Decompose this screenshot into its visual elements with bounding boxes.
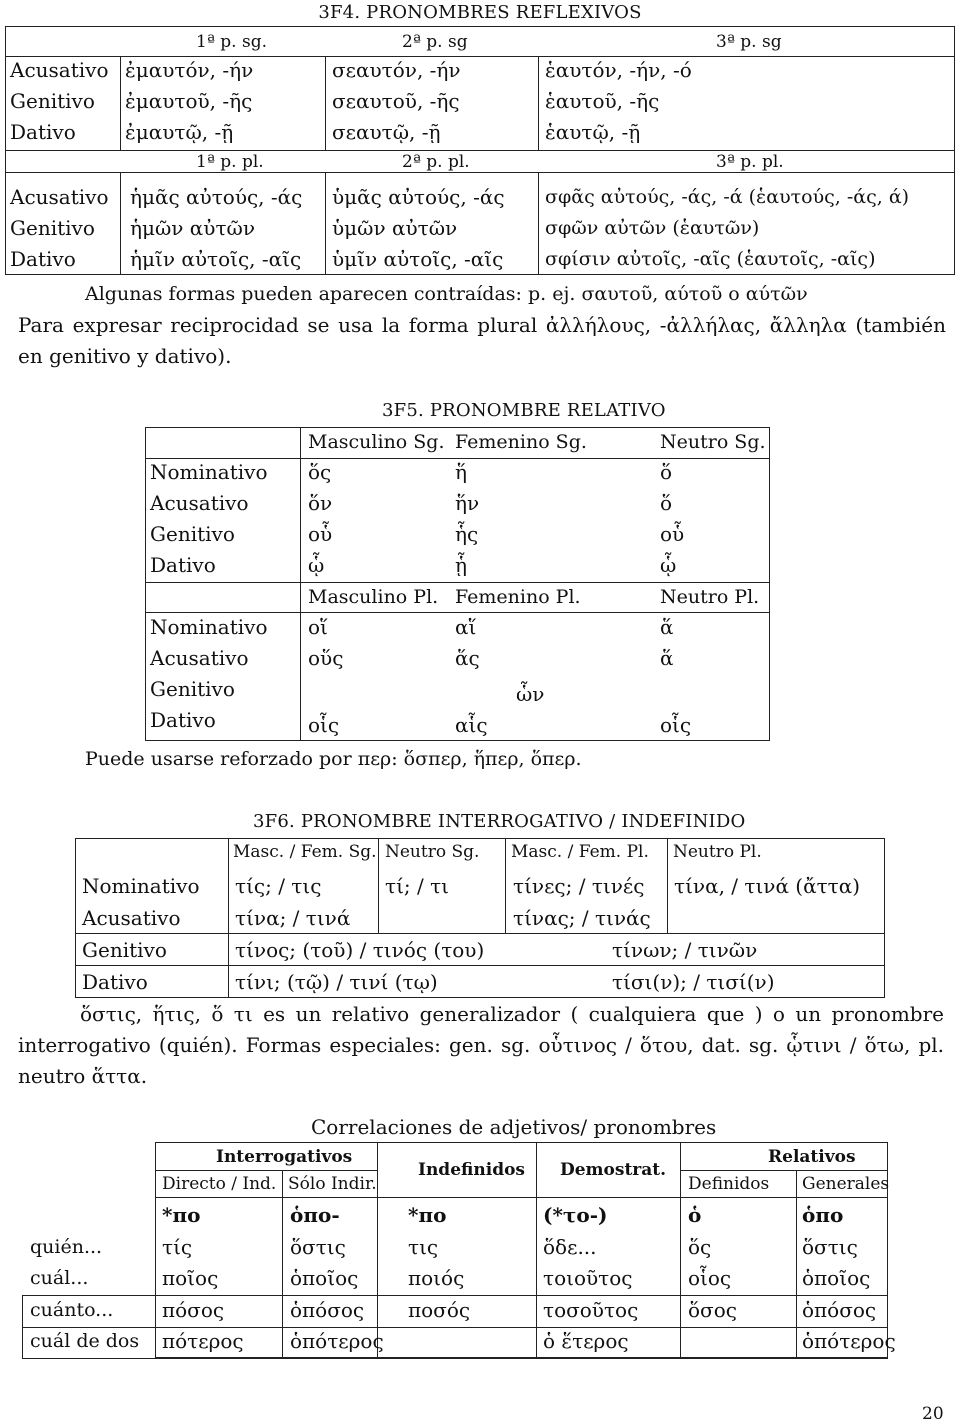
table-rule [282, 1170, 283, 1358]
case-label: Dativo [82, 970, 148, 994]
column-header: 1ª p. sg. [196, 32, 267, 52]
section-title-interrogative: 3F6. PRONOMBRE INTERROGATIVO / INDEFINIDO [253, 811, 746, 832]
table-cell: οὗ [308, 522, 333, 546]
case-label: Genitivo [150, 677, 235, 701]
table-cell: ἥ [455, 460, 467, 484]
table-cell: ὁποῖος [802, 1266, 871, 1290]
table-cell: ἐμαυτόν, -ήν [125, 58, 254, 82]
table-rule [325, 172, 326, 275]
table-rule [667, 838, 668, 933]
table-cell: σφᾶς αὐτούς, -άς, -ά (ἑαυτούς, -άς, ά) [545, 186, 910, 208]
table-cell: τίνες; / τινές [513, 874, 645, 898]
note-per-reinforcement: Puede usarse reforzado por περ: ὅσπερ, ἥπερ, ὅπερ. [85, 748, 582, 770]
table-cell: ἥν [455, 491, 480, 515]
table-cell: ὁποῖος [290, 1266, 359, 1290]
table-rule [377, 1142, 378, 1358]
table-cell: ὅστις [290, 1235, 346, 1259]
column-header: 2ª p. sg [402, 32, 468, 52]
case-label: Dativo [10, 120, 76, 144]
column-header-demonstratives: Demostrat. [560, 1160, 667, 1180]
table-cell: ὁπότερος [802, 1329, 896, 1353]
table-cell: ποῖος [162, 1266, 219, 1290]
column-header: 2ª p. pl. [402, 152, 470, 172]
table-rule [796, 1170, 797, 1358]
case-label: Acusativo [10, 58, 109, 82]
table-cell: ἅ [660, 615, 674, 639]
table-cell: ὅ [660, 460, 673, 484]
table-rule [228, 838, 229, 998]
table-cell: τίνι; (τῷ) / τινί (τῳ) [235, 970, 438, 994]
table-cell: ᾗ [455, 553, 467, 577]
stem-cell: ὁπο- [290, 1203, 340, 1227]
table-cell: τις [408, 1235, 439, 1259]
column-header: 1ª p. pl. [196, 152, 264, 172]
table-cell: ὁπότερος [290, 1329, 384, 1353]
table-cell: τίσι(ν); / τισί(ν) [612, 970, 775, 994]
table-rule [325, 56, 326, 150]
table-cell: ἑαυτῷ, -ῇ [545, 120, 641, 144]
table-cell: ὁ ἕτερος [543, 1329, 629, 1353]
table-cell: σεαυτοῦ, -ῆς [332, 89, 460, 113]
column-header: Neutro Sg. [385, 842, 480, 862]
table-rule [120, 56, 121, 150]
table-rule [22, 1358, 888, 1359]
column-header: Masc. / Fem. Sg. [233, 842, 377, 862]
column-header: 3ª p. sg [716, 32, 782, 52]
table-cell: ὁπόσος [290, 1298, 365, 1322]
table-cell: οἷς [660, 713, 692, 737]
table-cell: οἷς [308, 713, 340, 737]
table-cell: πότερος [162, 1329, 244, 1353]
table-cell: ὅδε... [543, 1235, 597, 1259]
column-header: Masculino Sg. [308, 431, 445, 453]
table-cell: τίνος; (τοῦ) / τινός (του) [235, 938, 485, 962]
table-cell: ὧν [516, 682, 545, 706]
column-header: 3ª p. pl. [716, 152, 784, 172]
case-label: Genitivo [82, 938, 167, 962]
note-contracted-forms: Algunas formas pueden aparecen contraídas: p. ej. σαυτοῦ, αύτοῦ o αύτῶν [85, 283, 808, 305]
table-cell: ὁπόσος [802, 1298, 877, 1322]
column-header: Neutro Pl. [673, 842, 762, 862]
table-rule [145, 458, 770, 459]
subheader: Sólo Indir. [288, 1174, 377, 1194]
table-rule [378, 838, 379, 933]
group-header-interrogatives: Interrogativos [216, 1147, 353, 1167]
table-cell: οὕς [308, 646, 344, 670]
column-header: Masculino Pl. [308, 586, 439, 608]
row-label: cuánto... [30, 1299, 114, 1321]
table-cell: ᾧ [660, 553, 677, 577]
case-label: Acusativo [10, 185, 109, 209]
stem-cell: ὁ [688, 1203, 702, 1227]
table-cell: σεαυτῷ, -ῇ [332, 120, 441, 144]
stem-cell: *πο [408, 1203, 447, 1227]
table-cell: οἵ [308, 615, 328, 639]
table-rule [536, 1142, 537, 1358]
row-label: quién... [30, 1236, 103, 1258]
table-cell: τίνα, / τινά (ἄττα) [674, 874, 861, 898]
table-rule [5, 172, 955, 173]
table-rule [155, 1197, 888, 1198]
column-header: Neutro Sg. [660, 431, 766, 453]
table-cell: ὅν [308, 491, 333, 515]
note-reciprocity: Para expresar reciprocidad se usa la forma plural ἀλλήλους, -ἀλλήλας, ἄλληλα (también en genitivo y dativo). [18, 313, 946, 368]
table-cell: οἷος [688, 1266, 732, 1290]
table-rule [5, 56, 955, 57]
case-label: Nominativo [150, 615, 268, 639]
case-label: Nominativo [150, 460, 268, 484]
table-cell: σφῶν αὐτῶν (ἑαυτῶν) [545, 217, 760, 239]
table-cell: ἑαυτοῦ, -ῆς [545, 89, 660, 113]
table-cell: ἅς [455, 646, 480, 670]
table-cell: ἡμῖν αὐτοῖς, -αῖς [130, 247, 302, 271]
subheader: Directo / Ind. [162, 1174, 277, 1194]
section-title-reflexive: 3F4. PRONOMBRES REFLEXIVOS [318, 2, 642, 23]
table-cell: τίνας; / τινάς [513, 906, 651, 930]
subheader: Generales [802, 1174, 890, 1194]
table-rule [75, 965, 885, 966]
table-rule [680, 1142, 681, 1358]
case-label: Dativo [10, 247, 76, 271]
case-label: Acusativo [150, 646, 249, 670]
table-cell: ὅ [660, 491, 673, 515]
table-rule [145, 582, 770, 583]
table-rule [680, 1170, 888, 1171]
page-number: 20 [922, 1404, 944, 1424]
table-cell: ἧς [455, 522, 479, 546]
case-label: Genitivo [10, 216, 95, 240]
table-cell: αἷς [455, 713, 488, 737]
table-cell: τοιοῦτος [543, 1266, 633, 1290]
table-cell: οὗ [660, 522, 685, 546]
table-cell: ἐμαυτοῦ, -ῆς [125, 89, 253, 113]
case-label: Acusativo [82, 906, 181, 930]
table-rule [538, 172, 539, 275]
stem-cell: *πο [162, 1203, 201, 1227]
table-cell: ἑαυτόν, -ήν, -ό [545, 58, 692, 82]
table-cell: ὅσος [688, 1298, 737, 1322]
group-header-relatives: Relativos [768, 1147, 856, 1167]
table-rule [155, 1170, 377, 1171]
column-header: Neutro Pl. [660, 586, 760, 608]
column-header-indefinites: Indefinidos [418, 1160, 525, 1180]
table-cell: ἡμᾶς αὐτούς, -άς [130, 185, 303, 209]
table-rule [22, 1295, 23, 1358]
column-header: Femenino Pl. [455, 586, 581, 608]
table-cell: τίς; / τις [235, 874, 322, 898]
column-header: Femenino Sg. [455, 431, 587, 453]
case-label: Acusativo [150, 491, 249, 515]
table-cell: ὅς [308, 460, 332, 484]
stem-cell: ὁπο [802, 1203, 844, 1227]
table-cell: ὅστις [802, 1235, 858, 1259]
case-label: Dativo [150, 708, 216, 732]
section-title-relative: 3F5. PRONOMBRE RELATIVO [382, 400, 666, 421]
table-rule [300, 427, 301, 741]
table-cell: ᾧ [308, 553, 325, 577]
column-header: Masc. / Fem. Pl. [511, 842, 649, 862]
stem-cell: (*το-) [543, 1203, 608, 1227]
table-cell: τοσοῦτος [543, 1298, 639, 1322]
table-cell: ἅ [660, 646, 674, 670]
case-label: Dativo [150, 553, 216, 577]
row-label: cuál de dos [30, 1330, 140, 1352]
table-cell: τίς [162, 1235, 193, 1259]
table-cell: τίνων; / τινῶν [612, 938, 758, 962]
table-rule [75, 933, 885, 934]
row-label: cuál... [30, 1267, 89, 1289]
table-rule [145, 612, 770, 613]
case-label: Genitivo [10, 89, 95, 113]
table-cell: αἵ [455, 615, 477, 639]
table-cell: ὅς [688, 1235, 712, 1259]
table-cell: ἐμαυτῷ, -ῇ [125, 120, 234, 144]
table-rule [22, 1295, 888, 1296]
table-cell: ἡμῶν αὐτῶν [130, 216, 255, 240]
table-rule [538, 56, 539, 150]
subheader: Definidos [688, 1174, 770, 1194]
table-rule [120, 172, 121, 275]
table-cell: τί; / τι [385, 874, 450, 898]
table-cell: πόσος [162, 1298, 225, 1322]
table-cell: ποσός [408, 1298, 471, 1322]
table-cell: ὑμᾶς αὐτούς, -άς [332, 185, 505, 209]
section-title-correlations: Correlaciones de adjetivos/ pronombres [311, 1115, 717, 1139]
note-generalizing-relative: ὅστις, ἥτις, ὅ τι es un relativo generalizador ( cualquiera que ) o un pronombre interrogativo (quién). Formas especiales: gen. sg. οὗτινος / ὅτου, dat. sg. ᾧτινι / ὅτω, pl. neutro ἅττα. [18, 1002, 944, 1088]
table-cell: ποιός [408, 1266, 465, 1290]
table-rule [5, 150, 955, 151]
table-cell: ὑμῶν αὐτῶν [332, 216, 458, 240]
table-cell: σεαυτόν, -ήν [332, 58, 461, 82]
table-rule [505, 838, 506, 933]
case-label: Genitivo [150, 522, 235, 546]
table-cell: τίνα; / τινά [235, 906, 351, 930]
table-cell: σφίσιν αὐτοῖς, -αῖς (ἑαυτοῖς, -αῖς) [545, 248, 876, 270]
case-label: Nominativo [82, 874, 200, 898]
table-rule [22, 1327, 888, 1328]
table-cell: ὑμῖν αὐτοῖς, -αῖς [332, 247, 504, 271]
